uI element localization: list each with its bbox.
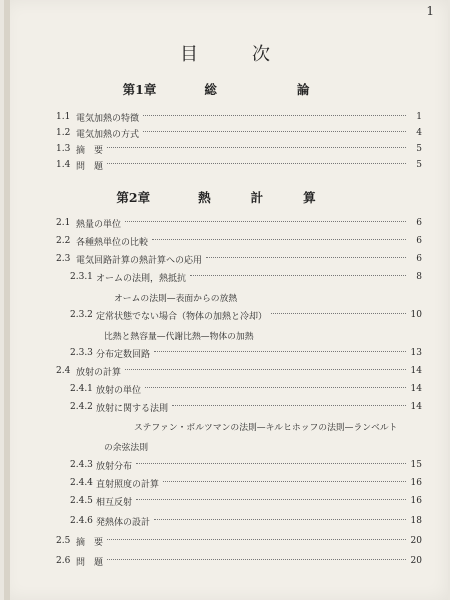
toc-entry-1-3[interactable]: 1.3 摘 要 5 [56,144,422,156]
toc-subnote: オームの法則—表面からの放熱 [114,294,238,304]
toc-entry-2-5[interactable]: 2.5 摘 要 20 [56,536,422,548]
toc-entry-2-4-6[interactable]: 2.4.6 発熱体の設計 18 [70,516,422,528]
toc-entry-2-4-1[interactable]: 2.4.1 放射の単位 14 [70,384,422,396]
toc-title: 目 次 [180,44,272,65]
toc-entry-2-3[interactable]: 2.3 電気回路計算の熱計算への応用 6 [56,254,422,266]
toc-entry-2-1[interactable]: 2.1 熱量の単位 6 [56,218,422,230]
toc-entry-1-2[interactable]: 1.2 電気加熱の方式 4 [56,128,422,140]
toc-entry-1-4[interactable]: 1.4 問 題 5 [56,160,422,172]
toc-entry-2-3-2[interactable]: 2.3.2 定常状態でない場合（物体の加熱と冷却） 10 [70,310,422,322]
chapter-2-heading: 第2章 熱 計 算 [116,190,316,205]
toc-entry-2-3-3[interactable]: 2.3.3 分布定数回路 13 [70,348,422,360]
toc-entry-2-4-5[interactable]: 2.4.5 相互反射 16 [70,496,422,508]
chapter-1-heading: 第1章 総 論 [122,82,310,97]
toc-entry-2-4[interactable]: 2.4 放射の計算 14 [56,366,422,378]
toc-subnote: 比熱と熱容量—代謝比熱—物体の加熱 [104,332,254,342]
toc-entry-2-4-2[interactable]: 2.4.2 放射に関する法則 14 [70,402,422,414]
toc-page [4,0,448,600]
toc-entry-2-2[interactable]: 2.2 各種熱単位の比較 6 [56,236,422,248]
page-number: 1 [426,4,434,18]
toc-subnote: の余弦法則 [104,443,148,453]
toc-entry-2-3-1[interactable]: 2.3.1 オームの法則，熱抵抗 8 [70,272,422,284]
toc-entry-1-1[interactable]: 1.1 電気加熱の特徴 1 [56,112,422,124]
toc-subnote: ステファン・ボルツマンの法則—キルヒホッフの法則—ランベルト [134,423,398,433]
toc-entry-2-4-4[interactable]: 2.4.4 直射照度の計算 16 [70,478,422,490]
toc-entry-2-6[interactable]: 2.6 問 題 20 [56,556,422,568]
toc-entry-2-4-3[interactable]: 2.4.3 放射分布 15 [70,460,422,472]
